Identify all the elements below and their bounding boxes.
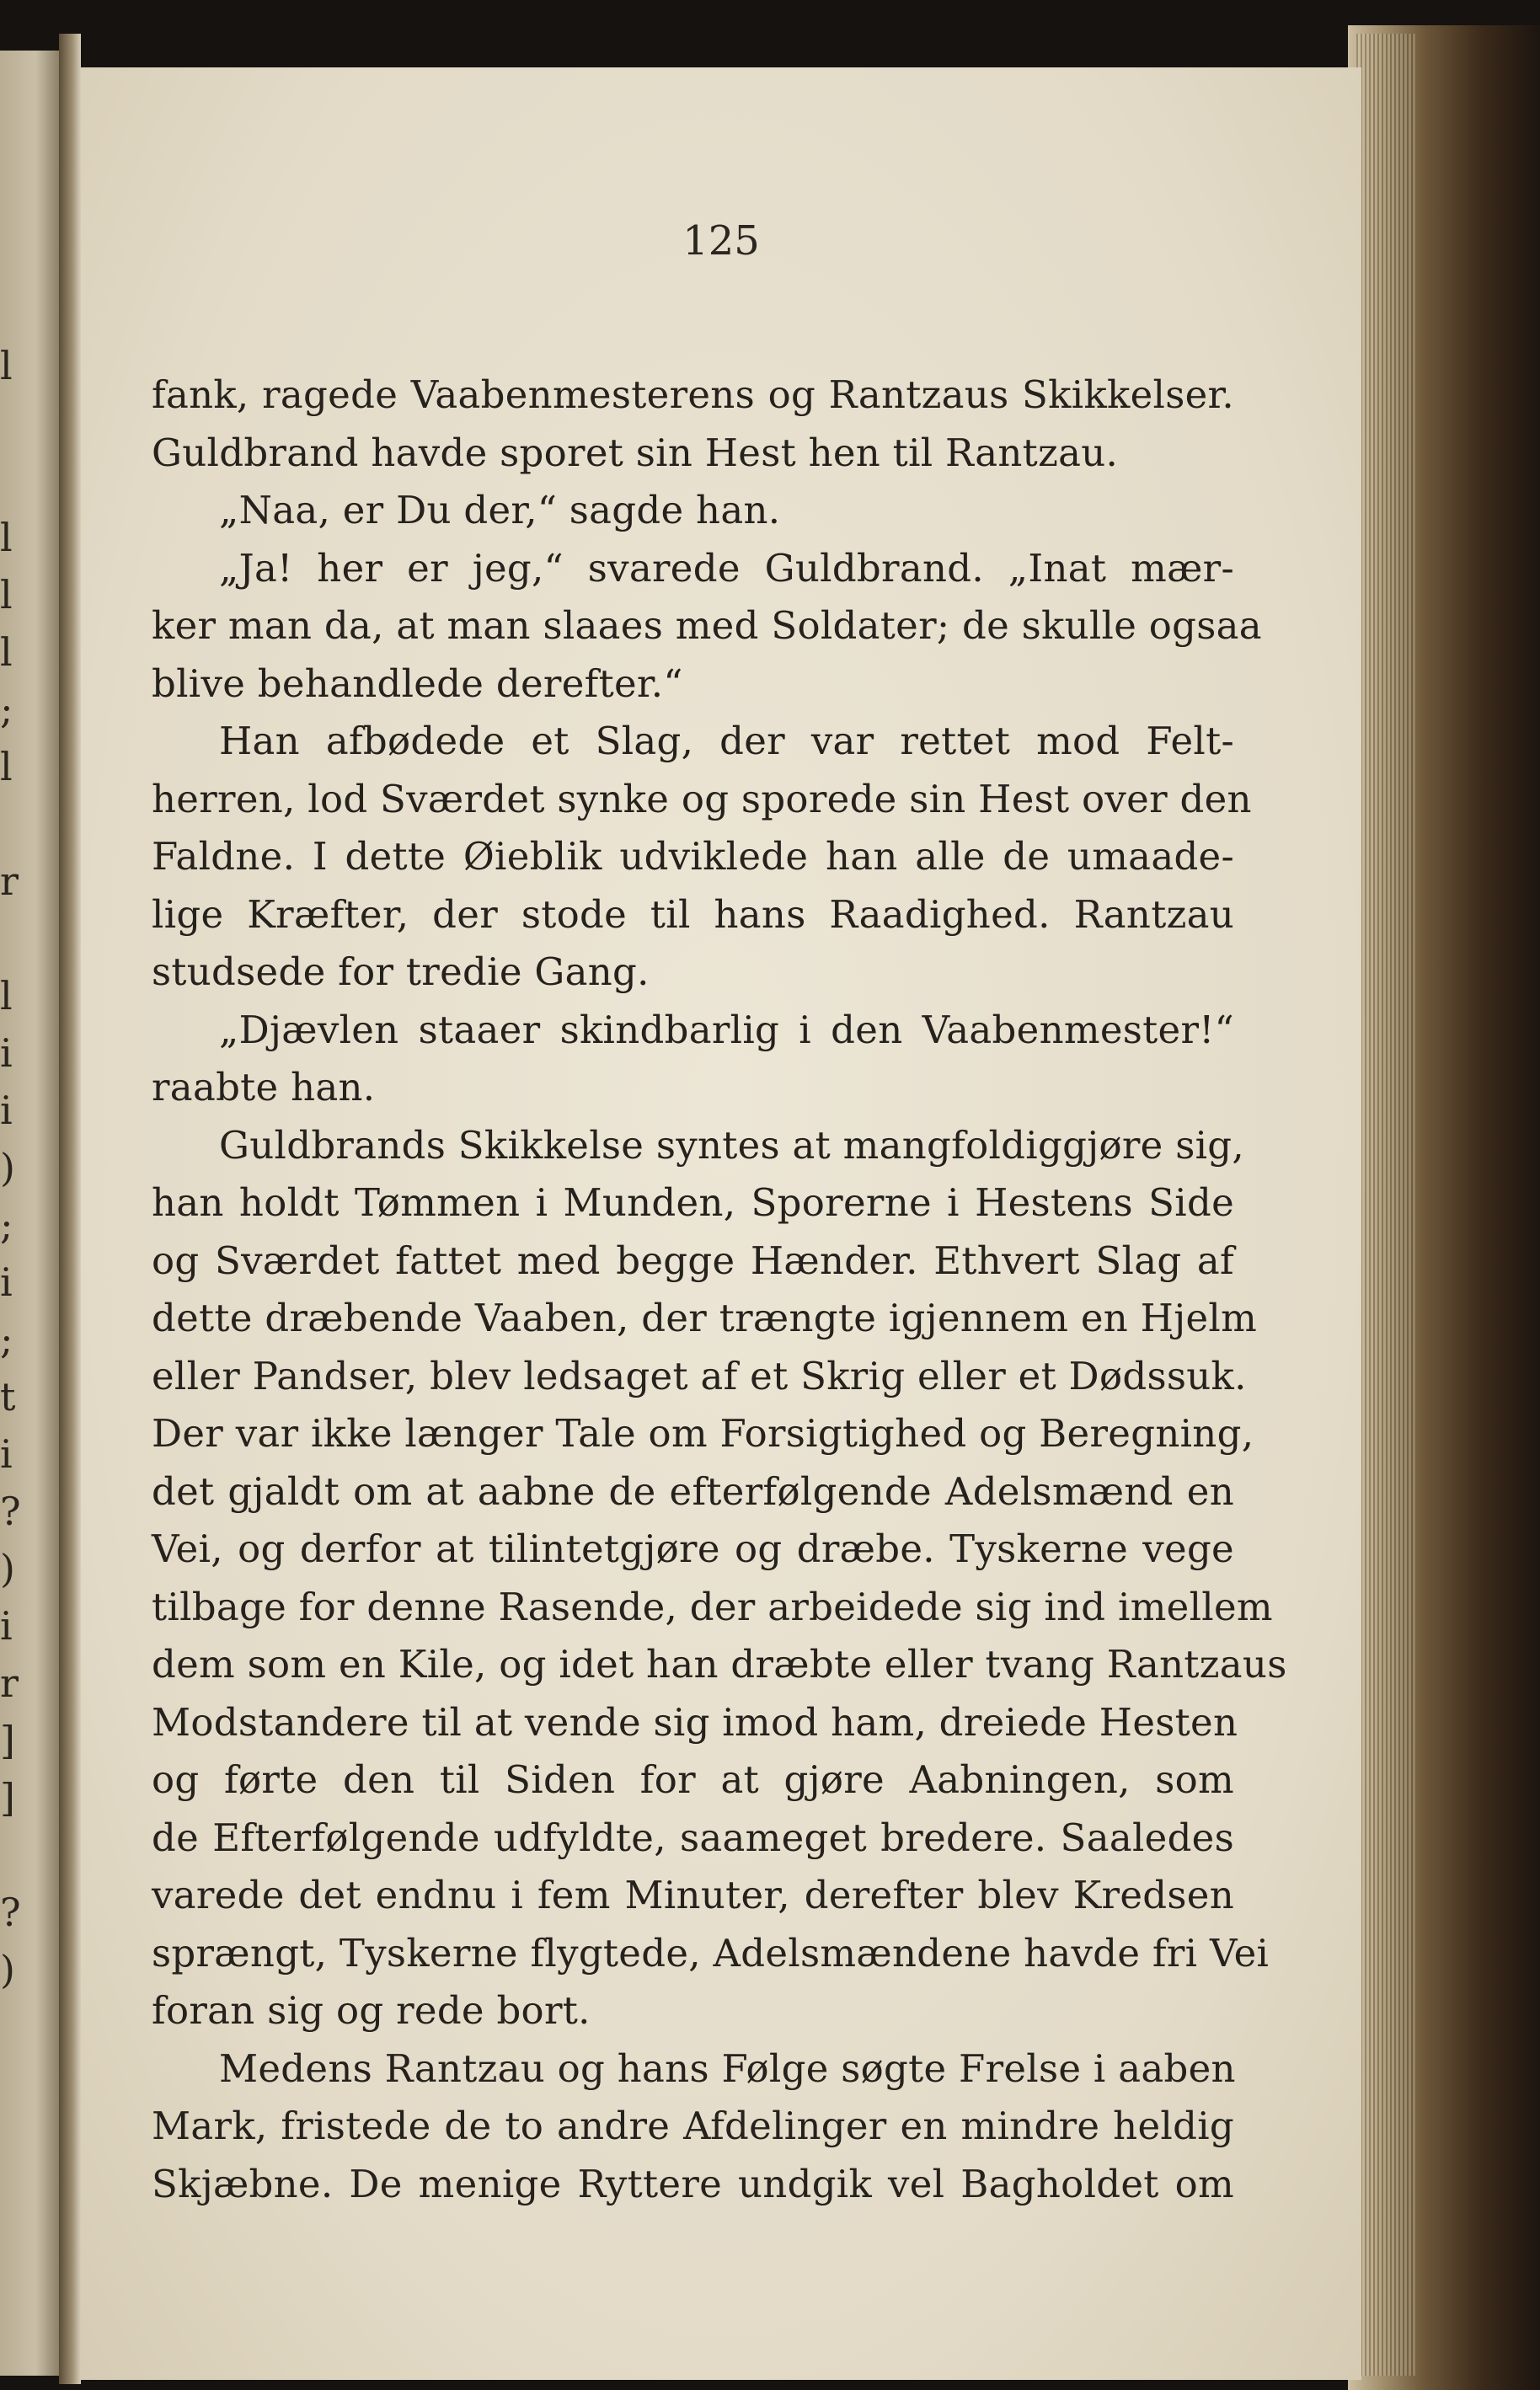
text-line: „Djævlen staaer skindbarlig i den Vaabenmester!“ bbox=[219, 1007, 1234, 1052]
text-line: lige Kræfter, der stode til hans Raadighed. Rantzau bbox=[152, 891, 1234, 937]
book-page bbox=[81, 67, 1361, 2380]
text-line: dem som en Kile, og idet han dræbte eller tvang Rantzaus bbox=[152, 1642, 1287, 1687]
text-line: Faldne. I dette Øieblik udviklede han alle de umaade- bbox=[152, 834, 1234, 879]
text-line: herren, lod Sværdet synke og sporede sin Hest over den bbox=[152, 776, 1252, 821]
text-line: Guldbrands Skikkelse syntes at mangfoldiggjøre sig, bbox=[219, 1122, 1244, 1168]
text-line: Vei, og derfor at tilintetgjøre og dræbe. Tyskerne vege bbox=[152, 1526, 1234, 1571]
text-line: Han afbødede et Slag, der var rettet mod Felt- bbox=[219, 719, 1234, 763]
text-line: foran sig og rede bort. bbox=[152, 1988, 591, 2033]
text-line: ker man da, at man slaaes med Soldater; de skulle ogsaa bbox=[152, 603, 1262, 648]
text-line: varede det endnu i fem Minuter, derefter blev Kredsen bbox=[152, 1873, 1234, 1917]
page-stack-edge bbox=[1356, 34, 1415, 2376]
text-line: raabte han. bbox=[152, 1065, 376, 1109]
text-line: sprængt, Tyskerne flygtede, Adelsmændene havde fri Vei bbox=[152, 1930, 1270, 1976]
text-line: eller Pandser, blev ledsaget af et Skrig eller et Dødssuk. bbox=[152, 1353, 1247, 1398]
body-text bbox=[152, 366, 1287, 2213]
text-line: fank, ragede Vaabenmesterens og Rantzaus Skikkelser. bbox=[152, 372, 1234, 417]
text-line: han holdt Tømmen i Munden, Sporerne i Hestens Side bbox=[152, 1180, 1234, 1225]
text-line: og førte den til Siden for at gjøre Aabningen, som bbox=[152, 1757, 1234, 1802]
text-line: studsede for tredie Gang. bbox=[152, 949, 650, 994]
text-line: de Efterfølgende udfyldte, saameget bredere. Saaledes bbox=[152, 1815, 1234, 1860]
text-line: Mark, fristede de to andre Afdelinger en mindre heldig bbox=[152, 2104, 1234, 2148]
text-line: det gjaldt om at aabne de efterfølgende Adelsmænd en bbox=[152, 1468, 1234, 1514]
page-number: 125 bbox=[682, 217, 760, 265]
text-line: dette dræbende Vaaben, der trængte igjennem en Hjelm bbox=[152, 1296, 1258, 1340]
text-line: Der var ikke længer Tale om Forsigtighed og Beregning, bbox=[152, 1411, 1254, 1456]
book-gutter bbox=[59, 34, 81, 2384]
text-line: „Naa, er Du der,“ sagde han. bbox=[219, 488, 781, 532]
facing-page-text-fragments: l l l l ; l r l i i ) ; i ; t i ? ) i r ] ] ? ) bbox=[0, 343, 21, 1992]
text-line: tilbage for denne Rasende, der arbeidede sig ind imellem bbox=[152, 1584, 1273, 1629]
text-line: Medens Rantzau og hans Følge søgte Frelse i aaben bbox=[219, 2045, 1236, 2091]
text-line: Skjæbne. De menige Ryttere undgik vel Bagholdet om bbox=[152, 2161, 1234, 2206]
text-line: Guldbrand havde sporet sin Hest hen til Rantzau. bbox=[152, 430, 1119, 475]
text-line: blive behandlede derefter.“ bbox=[152, 660, 683, 706]
facing-page-edge bbox=[0, 51, 59, 2376]
text-line: og Sværdet fattet med begge Hænder. Ethvert Slag af bbox=[152, 1238, 1234, 1283]
text-line: „Ja! her er jeg,“ svarede Guldbrand. „Inat mær- bbox=[219, 545, 1234, 591]
text-line: Modstandere til at vende sig imod ham, dreiede Hesten bbox=[152, 1699, 1238, 1745]
